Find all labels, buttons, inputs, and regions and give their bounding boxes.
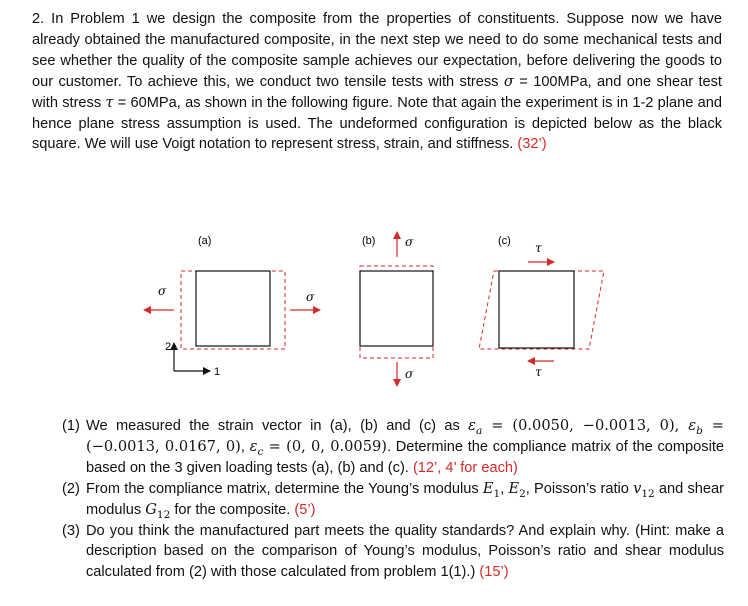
q3-points: (15’) — [479, 564, 509, 581]
label-b: (b) — [362, 235, 376, 247]
intro-line-5b: = 100MPa, and one shear test with stress — [32, 73, 722, 111]
axis-2-label: 2 — [165, 341, 172, 353]
sigma-label-a-left: σ — [158, 284, 167, 298]
g12-sub: 12 — [156, 508, 171, 521]
q2-comma: , — [500, 480, 509, 497]
e1-symbol: E — [482, 479, 494, 497]
label-a: (a) — [198, 235, 212, 247]
question-3 — [62, 521, 724, 584]
intro-line-6: Note that again the experiment is in 1-2 plane and hence plane stress assumption is used. The — [32, 94, 722, 132]
sheared-shape-c — [479, 271, 604, 349]
eps-a: ε — [468, 417, 477, 434]
undeformed-square-b — [360, 271, 433, 346]
loading-figure — [130, 226, 610, 396]
q1-sep: , — [240, 438, 250, 455]
intro-line-5a: stress — [459, 73, 504, 90]
eps-a-sub: a — [476, 424, 483, 437]
sigma-label-a-right: σ — [306, 290, 315, 304]
question-3-number: (3) — [62, 522, 80, 539]
tau-label-bottom: τ — [535, 365, 542, 379]
question-2-number: (2) — [62, 480, 80, 497]
q3-line-1: Do you think the manufactured part meets the quality standards? And explain why. (Hint: — [86, 522, 670, 539]
undeformed-square-a — [196, 271, 270, 346]
intro-line-5c: = 60MPa, as shown in the following figure. — [113, 94, 393, 111]
intro-line-4: before delivering the goods to our customer. To achieve this, we conduct two tensile tests with — [32, 52, 722, 90]
q2-points: (5’) — [294, 501, 316, 518]
intro-line-8: represent stress, strain, and stiffness. — [271, 136, 514, 153]
sigma-label-b-bottom: σ — [405, 367, 414, 381]
intro-points: (32’) — [517, 136, 547, 153]
eps-b-sub: b — [696, 424, 703, 437]
strain-vector-a: = (0.0050, −0.0013, 0), — [482, 417, 689, 434]
intro-line-7: undeformed configuration is depicted below as the black square. We will use Voigt notation to — [32, 115, 722, 153]
q1-text-b: . Determine the compliance matrix of the — [386, 438, 653, 455]
problem-statement — [32, 9, 722, 155]
g12-symbol: G — [145, 500, 157, 518]
q2-text-b: , Poisson’s ratio — [525, 480, 634, 497]
q1-text-a: We measured the strain vector in (a), (b) and (c) as — [86, 418, 469, 434]
nu-sub: 12 — [641, 487, 655, 500]
undeformed-square-c — [499, 271, 574, 348]
strain-vector-b: (−0.0013, 0.0167, 0) — [86, 437, 241, 455]
q3-line-3: shear modulus calculated from (2) with those calculated from problem 1(1).) — [86, 543, 724, 581]
q1-points: (12’, 4’ for each) — [412, 459, 518, 476]
deformed-shape-b — [360, 266, 433, 358]
tau-label-top: τ — [535, 241, 542, 255]
sigma-symbol: σ — [503, 72, 514, 90]
axis-1-label: 1 — [214, 366, 221, 378]
deformed-shape-a — [181, 271, 285, 349]
question-list — [62, 416, 724, 583]
tau-symbol: τ — [105, 93, 114, 111]
eps-c-sub: c — [257, 445, 264, 458]
q1-text-c: composite based on the 3 given loading tests (a), (b) and (c). — [86, 438, 724, 476]
question-1-number: (1) — [62, 418, 80, 434]
eps-b: ε — [688, 417, 697, 434]
q2-text-a: From the compliance matrix, determine the Young’s modulus — [86, 480, 483, 497]
nu-symbol: v — [633, 479, 642, 497]
q2-text-d: for the composite. — [170, 501, 291, 518]
e2-symbol: E — [508, 479, 520, 497]
intro-line-1: 2. In Problem 1 we design the composite from the properties of constituents. Suppose now we — [32, 11, 684, 27]
question-2 — [62, 479, 724, 521]
e1-sub: 1 — [493, 487, 501, 500]
q3-line-2: make a description based on the comparison of Young’s modulus, Poisson’s ratio and — [86, 522, 725, 560]
eps-b-equals: = — [702, 417, 724, 434]
eps-c: ε — [249, 437, 258, 455]
label-c: (c) — [498, 235, 511, 247]
e2-sub: 2 — [519, 487, 526, 500]
intro-line-3: mechanical tests and see whether the quality of the composite sample achieves our expectation, — [32, 31, 723, 69]
intro-line-2: have already obtained the manufactured composite, in the next step we need to do some — [32, 11, 723, 48]
question-1 — [62, 416, 724, 479]
q2-text-c: and shear modulus — [86, 480, 724, 518]
strain-vector-c: = (0, 0, 0.0059) — [263, 437, 387, 455]
sigma-label-b-top: σ — [405, 235, 414, 249]
